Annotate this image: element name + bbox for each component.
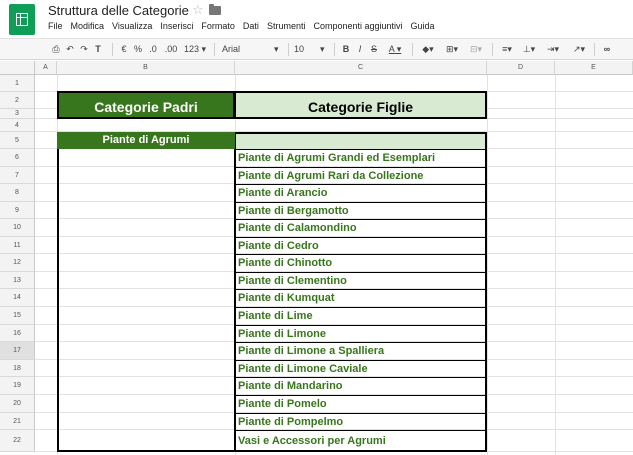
folder-icon[interactable] — [209, 6, 221, 15]
row-header[interactable]: 8 — [0, 184, 35, 202]
parent-category-cell[interactable]: Piante di Agrumi — [57, 132, 235, 149]
column-header-a[interactable]: A — [35, 61, 57, 75]
child-category-cell[interactable]: Piante di Agrumi Grandi ed Esemplari — [236, 149, 485, 167]
menu-item-4[interactable]: Formato — [201, 21, 235, 31]
menu-item-5[interactable]: Dati — [242, 21, 259, 31]
select-all-corner[interactable] — [0, 61, 35, 75]
child-category-cell[interactable]: Piante di Pomelo — [236, 395, 485, 413]
row-header[interactable]: 10 — [0, 219, 35, 237]
column-header-c[interactable]: C — [235, 61, 487, 75]
parent-category-range[interactable] — [57, 132, 235, 452]
child-category-cell[interactable]: Piante di Calamondino — [236, 219, 485, 237]
child-category-cell[interactable]: Piante di Arancio — [236, 184, 485, 202]
row-header[interactable]: 19 — [0, 377, 35, 395]
child-category-cell[interactable]: Piante di Cedro — [236, 237, 485, 254]
document-title[interactable]: Struttura delle Categorie — [48, 3, 189, 18]
percent-button[interactable]: % — [133, 44, 142, 54]
column-header-e[interactable]: E — [555, 61, 633, 75]
child-category-cell[interactable]: Piante di Limone Caviale — [236, 360, 485, 377]
italic-button[interactable]: I — [358, 44, 362, 54]
child-category-cell[interactable]: Piante di Kumquat — [236, 289, 485, 307]
font-size-select[interactable]: 10 ▾ — [294, 44, 325, 54]
star-icon[interactable]: ☆ — [192, 2, 204, 17]
row-header[interactable]: 6 — [0, 149, 35, 167]
font-select[interactable]: Arial ▾ — [222, 44, 279, 54]
text-wrap-icon[interactable]: ⇥▾ — [546, 44, 560, 54]
row-header[interactable]: 11 — [0, 237, 35, 254]
print-icon[interactable]: ⎙ — [52, 44, 60, 54]
bold-button[interactable]: B — [342, 44, 350, 54]
column-header-b[interactable]: B — [57, 61, 235, 75]
row-header[interactable]: 18 — [0, 360, 35, 377]
increase-decimals-button[interactable]: .00 — [164, 44, 178, 54]
menu-item-3[interactable]: Inserisci — [160, 21, 194, 31]
currency-button[interactable]: € — [121, 44, 127, 54]
row-header[interactable]: 22 — [0, 430, 35, 452]
row-header[interactable]: 9 — [0, 202, 35, 219]
row-header[interactable]: 4 — [0, 119, 35, 132]
toolbar — [0, 38, 633, 60]
row-header[interactable]: 16 — [0, 325, 35, 342]
borders-icon[interactable]: ⊞▾ — [445, 44, 459, 54]
row-header[interactable]: 2 — [0, 92, 35, 109]
paint-format-icon[interactable]: T — [95, 44, 101, 54]
row-header[interactable]: 21 — [0, 413, 35, 430]
row-header[interactable]: 12 — [0, 254, 35, 272]
text-rotation-icon[interactable]: ↗▾ — [572, 44, 586, 54]
row-header[interactable]: 14 — [0, 289, 35, 307]
row-header[interactable]: 20 — [0, 395, 35, 413]
menu-item-2[interactable]: Visualizza — [112, 21, 153, 31]
child-category-cell[interactable]: Vasi e Accessori per Agrumi — [236, 430, 485, 452]
child-category-cell[interactable]: Piante di Lime — [236, 307, 485, 325]
row-header[interactable]: 3 — [0, 109, 35, 119]
child-category-cell[interactable]: Piante di Pompelmo — [236, 413, 485, 430]
header-parent-categories[interactable]: Categorie Padri — [57, 91, 235, 119]
row-header[interactable]: 5 — [0, 132, 35, 149]
decrease-decimals-button[interactable]: .0 — [149, 44, 157, 54]
child-category-cell[interactable]: Piante di Limone a Spalliera — [236, 342, 485, 360]
row-header[interactable]: 1 — [0, 75, 35, 92]
child-category-cell[interactable]: Piante di Mandarino — [236, 377, 485, 395]
text-color-button[interactable]: A ▾ — [388, 44, 402, 54]
column-header-d[interactable]: D — [487, 61, 555, 75]
header-child-categories[interactable]: Categorie Figlie — [235, 91, 487, 119]
strikethrough-button[interactable]: S — [370, 44, 377, 54]
row-header[interactable]: 17 — [0, 342, 35, 360]
child-category-cell[interactable]: Piante di Clementino — [236, 272, 485, 289]
sheets-logo-icon[interactable] — [9, 4, 35, 35]
child-category-cell[interactable]: Piante di Limone — [236, 325, 485, 342]
fill-color-icon[interactable]: ◆▾ — [422, 44, 434, 54]
horizontal-align-icon[interactable]: ≡▾ — [502, 44, 512, 54]
merge-cells-icon[interactable]: ⊟▾ — [469, 44, 483, 54]
menu-item-8[interactable]: Guida — [410, 21, 435, 31]
child-category-cell[interactable]: Piante di Bergamotto — [236, 202, 485, 219]
menu-item-0[interactable]: File — [48, 21, 63, 31]
more-formats-button[interactable]: 123 ▾ — [183, 44, 207, 54]
menu-bar — [48, 21, 435, 35]
menu-item-1[interactable]: Modifica — [70, 21, 105, 31]
vertical-align-icon[interactable]: ⊥▾ — [522, 44, 536, 54]
menu-item-7[interactable]: Componenti aggiuntivi — [313, 21, 403, 31]
row-header[interactable]: 13 — [0, 272, 35, 289]
insert-link-icon[interactable]: ∞ — [603, 44, 611, 54]
spreadsheet-grid[interactable] — [0, 61, 633, 455]
child-category-cell[interactable]: Piante di Chinotto — [236, 254, 485, 272]
undo-icon[interactable]: ↶ — [66, 44, 74, 54]
child-category-cell[interactable]: Piante di Agrumi Rari da Collezione — [236, 167, 485, 184]
menu-item-6[interactable]: Strumenti — [266, 21, 306, 31]
row-header[interactable]: 7 — [0, 167, 35, 184]
redo-icon[interactable]: ↷ — [80, 44, 88, 54]
row-header[interactable]: 15 — [0, 307, 35, 325]
